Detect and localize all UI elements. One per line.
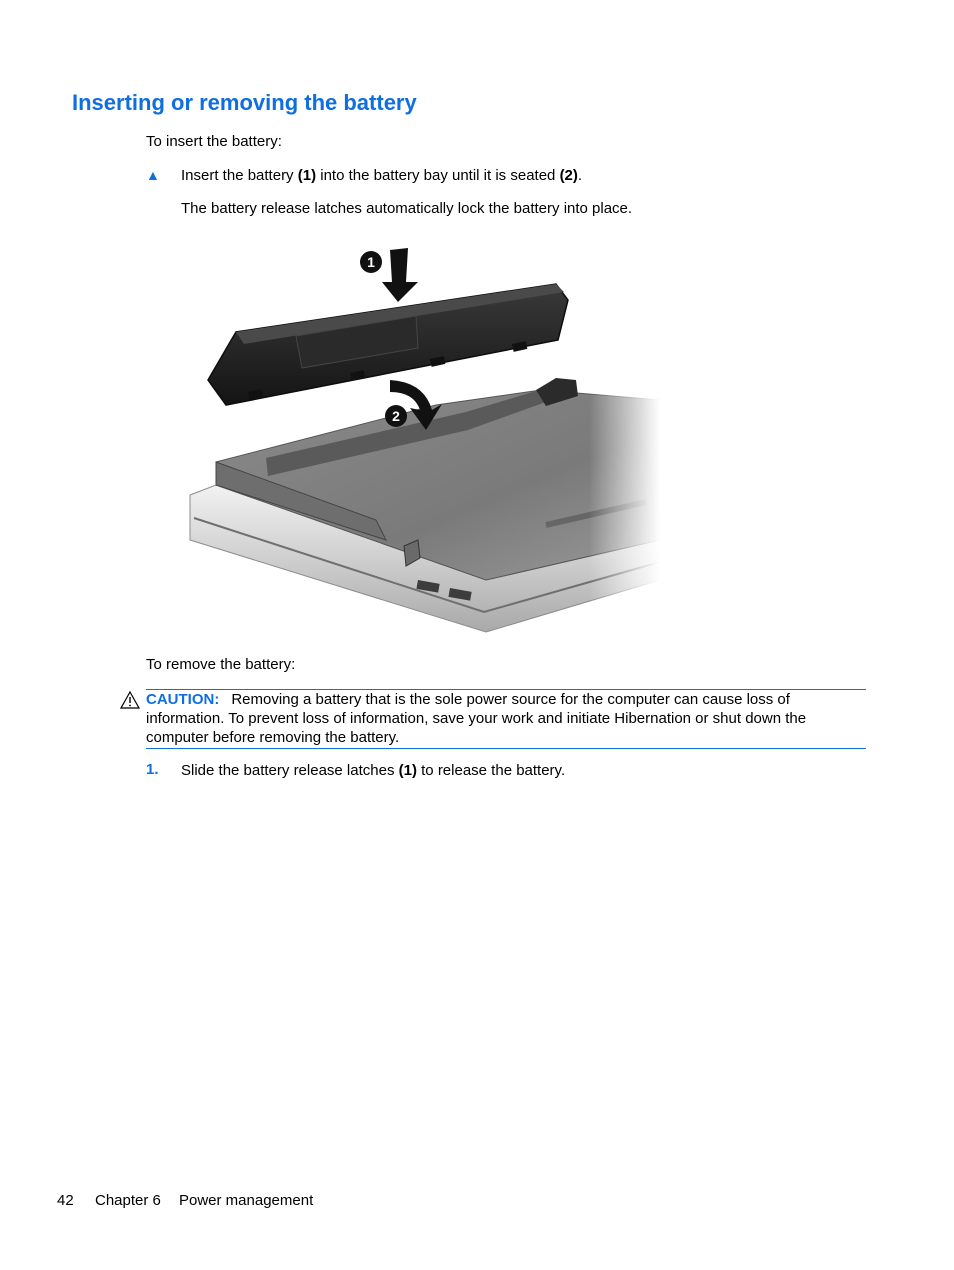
callout-2-label: 2: [392, 408, 400, 424]
triangle-bullet-icon: ▲: [146, 167, 160, 183]
page-number: 42: [57, 1192, 74, 1209]
chapter-title: Power management: [179, 1192, 314, 1209]
callout-1-label: 1: [367, 254, 375, 270]
caution-message: Removing a battery that is the sole power source for the computer can cause loss of information. To prevent loss of information, save your work and initiate Hibernation or shut down the computer before removing the battery.: [146, 691, 807, 746]
insert-step-text-middle: into the battery bay until it is seated: [316, 167, 560, 184]
callout-ref-2: (2): [559, 167, 578, 184]
laptop-base: [186, 240, 660, 640]
remove-step-1: [181, 761, 565, 780]
callout-1-badge: [360, 251, 382, 273]
insert-step-text-start: Insert the battery: [181, 167, 298, 184]
insert-note: The battery release latches automatically lock the battery into place.: [181, 200, 633, 217]
callout-ref-1-remove: (1): [398, 762, 417, 779]
battery-illustration-svg: [186, 240, 660, 640]
caution-label: CAUTION:: [146, 691, 220, 708]
callout-ref-1: (1): [297, 167, 317, 184]
remove-intro: To remove the battery:: [146, 656, 296, 673]
callout-2-badge: [385, 405, 407, 427]
insert-intro: To insert the battery:: [146, 133, 282, 150]
chapter-label: Chapter 6: [95, 1192, 161, 1209]
battery-insertion-illustration: [186, 240, 660, 640]
caution-notice: [146, 689, 866, 749]
remove-step-text-start: Slide the battery release latches: [181, 762, 399, 779]
insert-step-text-end: .: [577, 167, 583, 184]
caution-text-block: [146, 690, 866, 747]
section-title: Inserting or removing the battery: [72, 90, 417, 115]
remove-step-text-end: to release the battery.: [416, 762, 566, 779]
step-number: 1.: [146, 761, 159, 778]
insert-step: [181, 166, 582, 185]
warning-triangle-icon: [119, 690, 141, 715]
